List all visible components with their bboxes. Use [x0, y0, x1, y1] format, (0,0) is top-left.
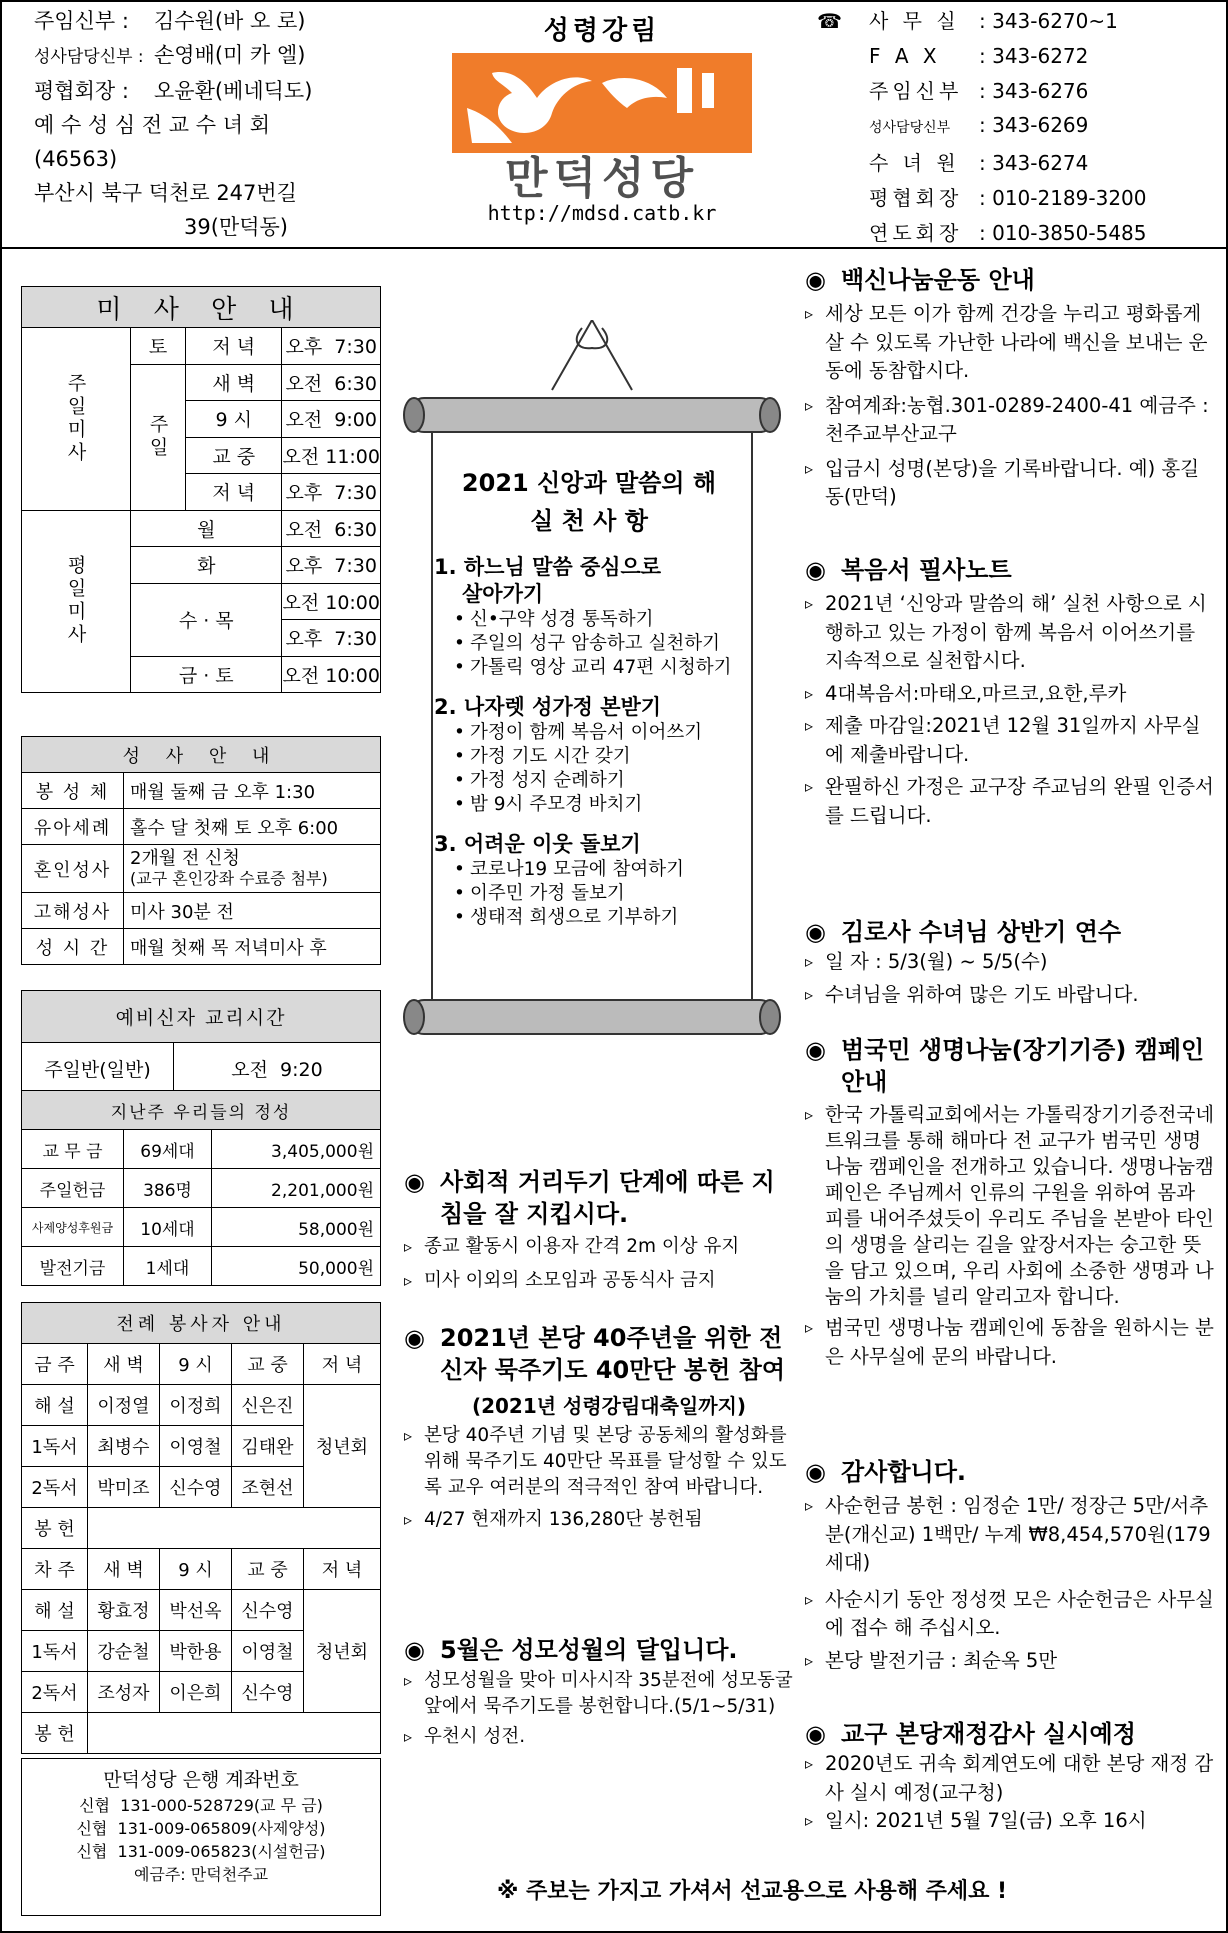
contact-label: 수 녀 원 [869, 151, 960, 176]
role-label: 해 설 [22, 1590, 88, 1631]
role-label: 2독서 [22, 1672, 88, 1713]
council-name: 오윤환(베네딕도) [154, 79, 313, 103]
server-name: 이영철 [232, 1631, 304, 1672]
council-label: 평협회장 : [34, 79, 129, 103]
notice-item: ▹ 한국 가톨릭교회에서는 가톨릭장기기증전국네트워크를 통해 해마다 전 교구가 범국민 생명나눔 캠페인을 전개하고 있습니다. 생명나눔캠페인은 주님께서 인류의 구원을 위하여 몸과 피를 내어주셨듯이 우리도 주님을 본받아 타인의 생명을 살리는 길을 앞장서자는 숭고한 뜻을 담고 있으며, 우리 사회에 소중한 생명과 나눔의 가치를 널리 알리고자 합니다. [805, 1102, 1217, 1310]
mass-time: 오전 6:30 [282, 510, 381, 547]
notice-title: 복음서 필사노트 [841, 556, 1012, 584]
offering-type: 사제양성후원금 [22, 1208, 124, 1247]
notice-item: ▹ 본당 40주년 기념 및 본당 공동체의 활성화를 위해 묵주기도 40만단 목표를 달성할 수 있도록 교우 여러분의 적극적인 참여 바랍니다. [404, 1423, 794, 1501]
notice-item: ▹ 우천시 성전. [404, 1724, 794, 1750]
mass-time: 오전 6:30 [282, 364, 381, 401]
column-head: 새 벽 [88, 1344, 160, 1385]
postal-code: (46563) [34, 147, 118, 171]
mass-name: 저 녁 [186, 474, 282, 511]
bullet-icon: ◉ [404, 1636, 425, 1664]
svg-text:만덕성당: 만덕성당 [504, 155, 700, 199]
contact-list [817, 4, 1217, 251]
sacrament-time: 홀수 달 첫째 토 오후 6:00 [124, 809, 381, 845]
notice-item: ▹ 일 자 : 5/3(월) ~ 5/5(수) [805, 948, 1217, 977]
contact-label: 성사담당신부 [869, 120, 951, 137]
notice-subtitle: (2021년 성령강림대축일까지) [471, 1394, 747, 1418]
contact-value: : 343-6272 [979, 43, 1089, 68]
contact-value: : 010-2189-3200 [979, 185, 1147, 210]
offering-type: 교 무 금 [22, 1130, 124, 1169]
server-name: 강순철 [88, 1631, 160, 1672]
mass-time: 오전 11:00 [282, 437, 381, 474]
notice-item: ▹ 입금시 성명(본당)을 기록바랍니다. 예) 홍길동(만덕) [805, 455, 1217, 512]
parish-website-link[interactable]: http://mdsd.catb.kr [487, 201, 717, 225]
column-head: 교 중 [232, 1344, 304, 1385]
practice-list [454, 608, 744, 680]
bank-account-holder: 예금주: 만덕천주교 [133, 1865, 269, 1884]
masthead [442, 10, 762, 225]
sacrament-time: 매월 둘째 금 오후 1:30 [124, 773, 381, 809]
mass-time: 오후 7:30 [282, 547, 381, 584]
practice-head: 2. 나자렛 성가정 본받기 [434, 695, 662, 719]
bank-accounts [21, 1758, 381, 1916]
notice-item: ▹ 범국민 생명나눔 캠페인에 동참을 원하시는 분은 사무실에 문의 바랍니다. [805, 1314, 1217, 1371]
notice-item: ▹ 2020년도 귀속 회계연도에 대한 본당 재정 감사 실시 예정(교구청) [805, 1750, 1217, 1807]
servers-table [21, 1302, 381, 1754]
mass-name: 9 시 [186, 401, 282, 438]
notice-item: ▹ 2021년 ‘신앙과 말씀의 해’ 실천 사항으로 시행하고 있는 가정이 함께 복음서 이어쓰기를 지속적으로 실천합시다. [805, 590, 1217, 676]
contact-value: : 010-3850-5485 [979, 220, 1147, 245]
sacrament-name: 유아세례 [22, 809, 124, 845]
bullet-icon: ◉ [805, 556, 826, 584]
practice-list [454, 721, 744, 817]
contact-value: : 343-6269 [979, 113, 1089, 138]
server-name: 신은진 [232, 1385, 304, 1426]
parish-name-logo [452, 155, 752, 199]
header-divider [2, 247, 1228, 249]
notice-title: 김로사 수녀님 상반기 연수 [841, 918, 1122, 946]
mass-name: 금 · 토 [131, 656, 282, 693]
sacrament-time [124, 845, 381, 893]
sunday-mass-label: 주일미사 [22, 328, 131, 511]
assistant-name: 손영배(미 카 엘) [154, 43, 306, 67]
server-name: 조현선 [232, 1467, 304, 1508]
server-name: 조성자 [88, 1672, 160, 1713]
pastor-label: 주임신부 : [34, 9, 129, 33]
mass-name: 월 [131, 510, 282, 547]
notice-item: ▹ 수녀님을 위하여 많은 기도 바랍니다. [805, 981, 1217, 1010]
role-label: 봉 헌 [22, 1713, 88, 1754]
contact-value: : 343-6274 [979, 151, 1089, 176]
evening-servers: 청년회 [304, 1590, 381, 1713]
notice-title: 2021년 본당 40주년을 위한 전신자 묵주기도 40만단 봉헌 참여 [440, 1324, 786, 1384]
bullet-icon: ◉ [805, 1720, 826, 1748]
bulletin-title: 성령강림 [543, 16, 661, 46]
offering-count: 69세대 [124, 1130, 212, 1169]
server-name: 황효정 [88, 1590, 160, 1631]
notice-vaccine [805, 264, 1217, 512]
notice-distancing [404, 1166, 794, 1294]
notice-title: 백신나눔운동 안내 [841, 266, 1035, 294]
contact-label: 평협회장 [869, 185, 963, 210]
practice-item: • 가정이 함께 복음서 이어쓰기 [454, 721, 744, 745]
bank-account: 신협 131-009-065823(시설헌금) [76, 1842, 326, 1861]
notice-marian-month [404, 1634, 794, 1750]
notice-title: 감사합니다. [841, 1458, 967, 1486]
server-name: 최병수 [88, 1426, 160, 1467]
sacrament-name: 성 시 간 [22, 929, 124, 965]
sacrament-time: 매월 첫째 목 저녁미사 후 [124, 929, 381, 965]
role-label: 해 설 [22, 1385, 88, 1426]
server-name: 이정열 [88, 1385, 160, 1426]
server-name: 박한용 [160, 1631, 232, 1672]
notice-item: ▹ 4/27 현재까지 136,280단 봉헌됨 [404, 1507, 794, 1533]
offering-amount: 50,000원 [212, 1247, 381, 1286]
bank-title: 만덕성당 은행 계좌번호 [103, 1769, 299, 1791]
practice-item: • 주일의 성구 암송하고 실천하기 [454, 632, 744, 656]
sacrament-name: 봉 성 체 [22, 773, 124, 809]
offering-title: 지난주 우리들의 정성 [22, 1091, 381, 1130]
notice-item: ▹ 본당 발전기금 : 최순옥 5만 [805, 1647, 1217, 1676]
sacrament-title: 성 사 안 내 [22, 737, 381, 773]
mass-name: 수 · 목 [131, 583, 282, 656]
notice-item: ▹ 사순헌금 봉헌 : 임정순 1만/ 정장근 5만/서추분(개신교) 1백만/ 누계 ₩8,454,570원(179세대) [805, 1492, 1217, 1578]
saturday-label: 토 [131, 328, 186, 365]
practice-item: • 생태적 희생으로 기부하기 [454, 906, 744, 930]
parish-info [34, 4, 404, 244]
offering-count: 386명 [124, 1169, 212, 1208]
role-label: 봉 헌 [22, 1508, 88, 1549]
offering-table [21, 1090, 381, 1286]
practice-head: 1. 하느님 말씀 중심으로 [434, 555, 662, 579]
scroll-content [434, 464, 744, 930]
practice-item: • 가정 성지 순례하기 [454, 769, 744, 793]
catechumen-class: 주일반(일반) [22, 1043, 174, 1095]
server-name: 박선옥 [160, 1590, 232, 1631]
sacrament-name: 고해성사 [22, 893, 124, 929]
notice-item: ▹ 종교 활동시 이용자 간격 2m 이상 유지 [404, 1234, 794, 1260]
bullet-icon: ◉ [805, 1458, 826, 1486]
notice-item: ▹ 세상 모든 이가 함께 건강을 누리고 평화롭게 살 수 있도록 가난한 나라에 백신을 보내는 운동에 동참합시다. [805, 300, 1217, 386]
mass-name: 저 녁 [186, 328, 282, 365]
practice-item: • 코로나19 모금에 참여하기 [454, 858, 744, 882]
column-head: 새 벽 [88, 1549, 160, 1590]
offering-amount: 3,405,000원 [212, 1130, 381, 1169]
mass-time: 오전 10:00 [282, 656, 381, 693]
assistant-label: 성사담당신부 : [34, 47, 144, 67]
footer-note: ※ 주보는 가지고 가셔서 선교용으로 사용해 주세요 ! [497, 1879, 1008, 1904]
notice-item: ▹ 완필하신 가정은 교구장 주교님의 완필 인증서를 드립니다. [805, 773, 1217, 830]
bullet-icon: ◉ [805, 918, 826, 946]
role-label: 2독서 [22, 1467, 88, 1508]
role-label: 1독서 [22, 1426, 88, 1467]
empty-cell [88, 1713, 381, 1754]
contact-label: 연도회장 [869, 220, 963, 245]
offering-type: 발전기금 [22, 1247, 124, 1286]
pastor-name: 김수원(바 오 로) [154, 9, 306, 33]
notice-audit [805, 1718, 1217, 1836]
evening-servers: 청년회 [304, 1385, 381, 1508]
address-line-1: 부산시 북구 덕천로 247번길 [34, 181, 297, 205]
offering-type: 주일헌금 [22, 1169, 124, 1208]
practice-item: • 이주민 가정 돌보기 [454, 882, 744, 906]
contact-label: 주임신부 [869, 78, 963, 103]
notice-item: ▹ 참여계좌:농협.301-0289-2400-41 예금주 : 천주교부산교구 [805, 392, 1217, 449]
contact-label: 사 무 실 [869, 9, 960, 33]
column-head: 저 녁 [304, 1344, 381, 1385]
column-head: 교 중 [232, 1549, 304, 1590]
bullet-icon: ◉ [404, 1324, 425, 1352]
practice-list [454, 858, 744, 930]
offering-amount: 2,201,000원 [212, 1169, 381, 1208]
server-name: 이영철 [160, 1426, 232, 1467]
column-head: 9 시 [160, 1344, 232, 1385]
server-name: 박미조 [88, 1467, 160, 1508]
notice-gospel [805, 554, 1217, 830]
practice-item: • 신•구약 성경 통독하기 [454, 608, 744, 632]
notice-title: 5월은 성모성월의 달입니다. [440, 1636, 738, 1664]
notice-item: ▹ 4대복음서:마태오,마르코,요한,루카 [805, 680, 1217, 709]
empty-cell [88, 1508, 381, 1549]
notice-item: ▹ 일시: 2021년 5월 7일(금) 오후 16시 [805, 1807, 1217, 1836]
server-name: 신수영 [232, 1672, 304, 1713]
catechumen-time: 오전 9:20 [174, 1043, 381, 1095]
sacrament-name: 혼인성사 [22, 845, 124, 893]
scroll-title: 2021 신앙과 말씀의 해 [461, 469, 717, 497]
address-line-2: 39(만덕동) [184, 215, 288, 239]
mass-time: 오전 9:00 [282, 401, 381, 438]
bullet-icon: ◉ [805, 266, 826, 294]
mass-title: 미 사 안 내 [22, 287, 381, 328]
server-name: 신수영 [232, 1590, 304, 1631]
sacrament-time-line: 2개월 전 신청 [130, 847, 240, 869]
bullet-icon: ◉ [404, 1168, 425, 1196]
contact-value: : 343-6270~1 [979, 9, 1118, 33]
practice-item: • 밤 9시 주모경 바치기 [454, 793, 744, 817]
servers-title: 전례 봉사자 안내 [22, 1303, 381, 1344]
scroll-subtitle: 실 천 사 항 [530, 507, 648, 535]
week-label: 차 주 [22, 1549, 88, 1590]
role-label: 1독서 [22, 1631, 88, 1672]
column-head: 저 녁 [304, 1549, 381, 1590]
mass-time: 오후 7:30 [282, 474, 381, 511]
mass-name: 새 벽 [186, 364, 282, 401]
notice-title: 사회적 거리두기 단계에 따른 지침을 잘 지킵시다. [440, 1168, 775, 1228]
notice-item: ▹ 성모성월을 맞아 미사시작 35분전에 성모동굴 앞에서 묵주기도를 봉헌합니다.(5/1~5/31) [404, 1668, 794, 1720]
phone-icon: ☎ [817, 9, 842, 33]
server-name: 김태완 [232, 1426, 304, 1467]
parish-logo-icon [452, 53, 752, 153]
week-label: 금 주 [22, 1344, 88, 1385]
server-name: 신수영 [160, 1467, 232, 1508]
server-name: 이은희 [160, 1672, 232, 1713]
contact-label: F A X [869, 43, 941, 68]
notice-title: 범국민 생명나눔(장기기증) 캠페인 안내 [841, 1036, 1205, 1096]
notice-thanks [805, 1456, 1217, 1675]
weekday-mass-label: 평일미사 [22, 510, 131, 693]
sacrament-table [21, 736, 381, 965]
notice-item: ▹ 제출 마감일:2021년 12월 31일까지 사무실에 제출바랍니다. [805, 712, 1217, 769]
sacrament-note: (교구 혼인강좌 수료증 첨부) [130, 868, 328, 888]
offering-count: 10세대 [124, 1208, 212, 1247]
column-head: 9 시 [160, 1549, 232, 1590]
mass-time: 오전 10:00 [282, 583, 381, 620]
notice-sister [805, 916, 1217, 1009]
mass-name: 화 [131, 547, 282, 584]
mass-time: 오후 7:30 [282, 620, 381, 657]
notice-rosary [404, 1322, 794, 1533]
notice-organ-donation [805, 1034, 1217, 1371]
sunday-label: 주일 [131, 364, 186, 510]
notice-title: 교구 본당재정감사 실시예정 [841, 1720, 1136, 1748]
sacrament-time: 미사 30분 전 [124, 893, 381, 929]
practice-head-cont: 살아가기 [462, 582, 544, 606]
offering-count: 1세대 [124, 1247, 212, 1286]
bank-account: 신협 131-009-065809(사제양성) [76, 1819, 326, 1838]
mass-name: 교 중 [186, 437, 282, 474]
notice-item: ▹ 미사 이외의 소모임과 공동식사 금지 [404, 1268, 794, 1294]
practice-head: 3. 어려운 이웃 돌보기 [434, 832, 641, 856]
offering-amount: 58,000원 [212, 1208, 381, 1247]
mass-time: 오후 7:30 [282, 328, 381, 365]
bank-account: 신협 131-000-528729(교 무 금) [79, 1796, 323, 1815]
bullet-icon: ◉ [805, 1036, 826, 1064]
contact-value: : 343-6276 [979, 78, 1089, 103]
catechumen-table [21, 990, 381, 1095]
catechumen-title: 예비신자 교리시간 [22, 991, 381, 1043]
convent-name: 예 수 성 심 전 교 수 녀 회 [34, 113, 270, 137]
practice-section [434, 554, 744, 608]
practice-item: • 가톨릭 영상 교리 47편 시청하기 [454, 656, 744, 680]
server-name: 이정희 [160, 1385, 232, 1426]
mass-schedule-table [21, 286, 381, 693]
notice-item: ▹ 사순시기 동안 정성껏 모은 사순헌금은 사무실에 접수 해 주십시오. [805, 1586, 1217, 1643]
practice-item: • 가정 기도 시간 갖기 [454, 745, 744, 769]
